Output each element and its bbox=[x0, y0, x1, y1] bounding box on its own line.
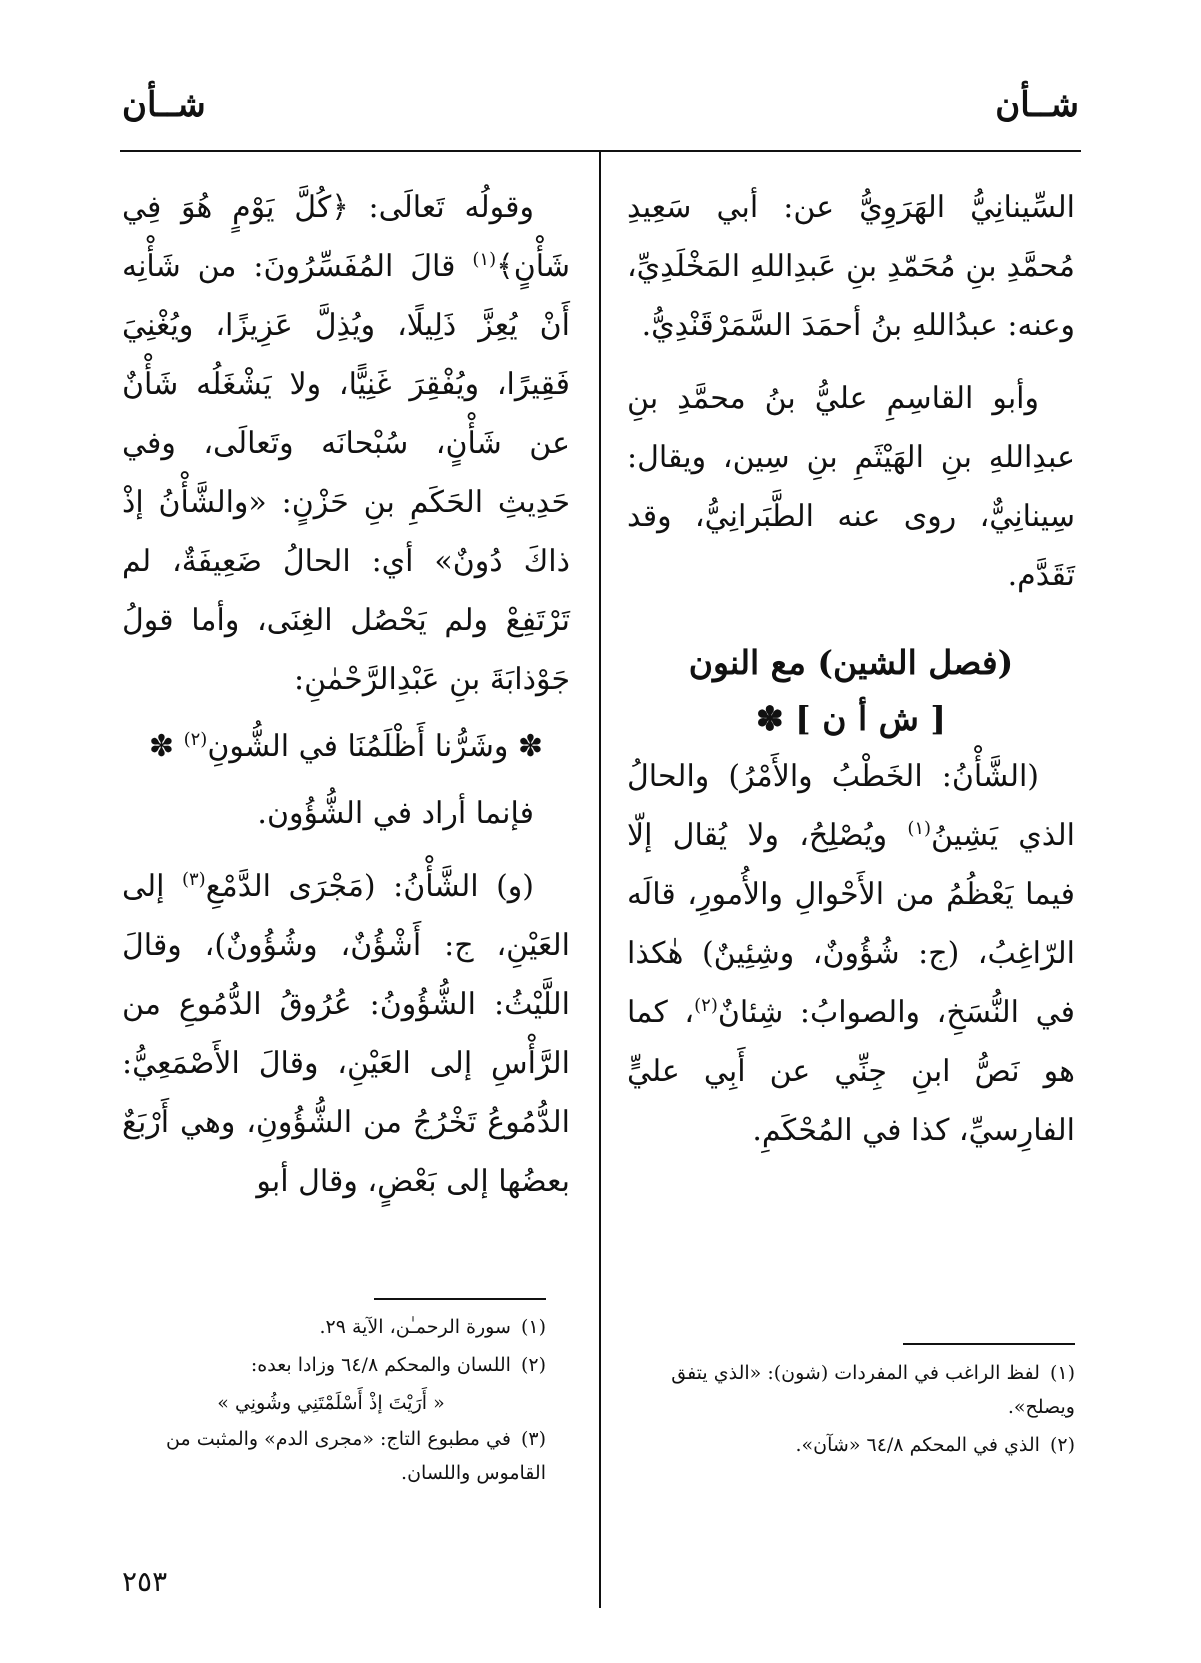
footnote-number: (١) bbox=[520, 1316, 546, 1338]
section-title: (فصل الشين) مع النون bbox=[688, 643, 1014, 682]
left-footnotes bbox=[116, 1310, 546, 1494]
left-p1-text-b: قالَ المُفَسِّرُونَ: من شَأْنِه أَنْ يُعِزَّ ذَلِيلًا، ويُذِلَّ عَزِيزًا، ويُغْنِيَ فَقِيرًا، ويُفْقِرَ غَنِيًّا، ولا يَشْغَلُه شَأْنٌ عن شَأْنٍ، سُبْحانَه وتَعالَى، وفي حَدِيثِ الحَكَمِ بنِ حَزْنٍ: «والشَّأْنُ إذْ ذاكَ دُونٌ» أي: الحالُ ضَعِيفَةٌ، لم تَرْتَفِعْ ولم يَحْصُل الغِنَى، وأما قولُ جَوْذابَةَ بنِ عَبْدِالرَّحْمٰنِ: bbox=[122, 249, 570, 697]
left-p3-text-a: (و) الشَّأْنُ: (مَجْرَى الدَّمْعِ bbox=[205, 869, 534, 904]
footnote-text: اللسان والمحكم ٦٤/٨ وزادا بعده: bbox=[250, 1354, 511, 1376]
verse-text-a: ✽ وشَرُّنا أَظْلَمُنَا في الشُّونِ bbox=[207, 729, 544, 764]
left-paragraph-1 bbox=[122, 178, 570, 709]
running-head-left: شــأن bbox=[122, 85, 206, 125]
right-footnotes bbox=[625, 1356, 1075, 1466]
right-paragraph-3 bbox=[627, 747, 1075, 1160]
verse-text-b: ✽ bbox=[148, 729, 184, 764]
left-p1-text-a: وقولُه تَعالَى: ﴿كُلَّ يَوْمٍ هُوَ فِي شَأْنٍ﴾ bbox=[122, 190, 570, 284]
right-column bbox=[627, 178, 1075, 1160]
right-p3-text-a: (الشَّأْنُ: الخَطْبُ والأَمْرُ) والحالُ الذي يَشِينُ bbox=[627, 759, 1075, 853]
footnote-text: في مطبوع التاج: «مجرى الدم» والمثبت من القاموس واللسان. bbox=[166, 1428, 546, 1484]
right-p3-text-b: ويُصْلِحُ، ولا يُقال إلّا فيما يَعْظُمُ من الأَحْوالِ والأُمورِ، قالَه الرّاغِبُ، (ج: شُؤُونٌ، وشِئِينٌ) هٰكذا في النُّسَخِ، والصوابُ: شِئانٌ bbox=[627, 818, 1075, 1030]
footnote-ref-2: (٢) bbox=[183, 729, 208, 750]
footnote-text: لفظ الراغب في المفردات (شون): «الذي يتفق ويصلح». bbox=[671, 1362, 1075, 1418]
footnote-text: سورة الرحمـٰن، الآية ٢٩. bbox=[319, 1316, 511, 1338]
entry-title: [ ش أ ن ] ✽ bbox=[755, 699, 946, 738]
footnote-ref-1: (١) bbox=[907, 818, 932, 839]
footnote-item bbox=[625, 1428, 1075, 1462]
running-head-right: شــأن bbox=[995, 85, 1079, 125]
footnote-verse: « أَرَيْتَ إذْ أَسْلَمْتَنِي وشُونِي » bbox=[217, 1392, 445, 1414]
right-paragraph-1: السِّينانِيُّ الهَرَوِيُّ عن: أبي سَعِيدِ مُحمَّدِ بنِ مُحَمّدِ بنِ عَبدِاللهِ المَخْلَدِيِّ، وعنه: عبدُاللهِ بنُ أحمَدَ السَّمَرْقَنْدِيُّ. bbox=[627, 190, 1075, 343]
left-paragraph-3 bbox=[122, 857, 570, 1211]
page-number: ٢٥٣ bbox=[122, 1565, 168, 1598]
footnote-ref-3: (٣) bbox=[181, 869, 206, 890]
footnote-number: (٢) bbox=[520, 1354, 546, 1376]
right-p3-text-c: ، كما هو نَصُّ ابنِ جِنِّي عن أَبِي عليٍّ الفارِسيِّ، كذا في المُحْكَمِ. bbox=[627, 995, 1075, 1148]
footnote-text: الذي في المحكم ٦٤/٨ «شآن». bbox=[795, 1434, 1040, 1456]
footnote-rule-right bbox=[903, 1343, 1075, 1345]
footnote-ref-1: (١) bbox=[472, 249, 497, 270]
left-p3-text-b: إلى العَيْنِ، ج: أَشْؤُنٌ، وشُؤُونٌ)، وقالَ اللَّيْثُ: الشُّؤُونُ: عُرُوقُ الدُّمُوعِ من الرَّأْسِ إلى العَيْنِ، وقالَ الأَصْمَعِيُّ: الدُّمُوعُ تَخْرُجُ من الشُّؤُونِ، وهي أَرْبَعٌ بعضُها إلى بَعْضٍ، وقال أبو bbox=[122, 869, 570, 1199]
footnote-number: (١) bbox=[1049, 1362, 1075, 1384]
verse-line bbox=[122, 717, 570, 776]
footnote-number: (٣) bbox=[520, 1428, 546, 1450]
left-column bbox=[122, 178, 570, 1211]
left-paragraph-2: فإنما أراد في الشُّؤُون. bbox=[257, 796, 534, 831]
footnote-item bbox=[116, 1422, 546, 1490]
footnote-item bbox=[116, 1310, 546, 1344]
right-paragraph-2: وأبو القاسِمِ عليُّ بنُ محمَّدِ بنِ عبدِاللهِ بنِ الهَيْثَمِ بنِ سِين، ويقال: سِينانِيٌّ، روى عنه الطَّبَرانِيُّ، وقد تَقَدَّم. bbox=[627, 381, 1075, 593]
footnote-rule-left bbox=[374, 1298, 546, 1300]
footnote-number: (٢) bbox=[1049, 1434, 1075, 1456]
column-divider bbox=[599, 152, 601, 1608]
footnote-item bbox=[116, 1348, 546, 1382]
footnote-ref-2: (٢) bbox=[694, 995, 718, 1016]
footnote-item bbox=[625, 1356, 1075, 1424]
